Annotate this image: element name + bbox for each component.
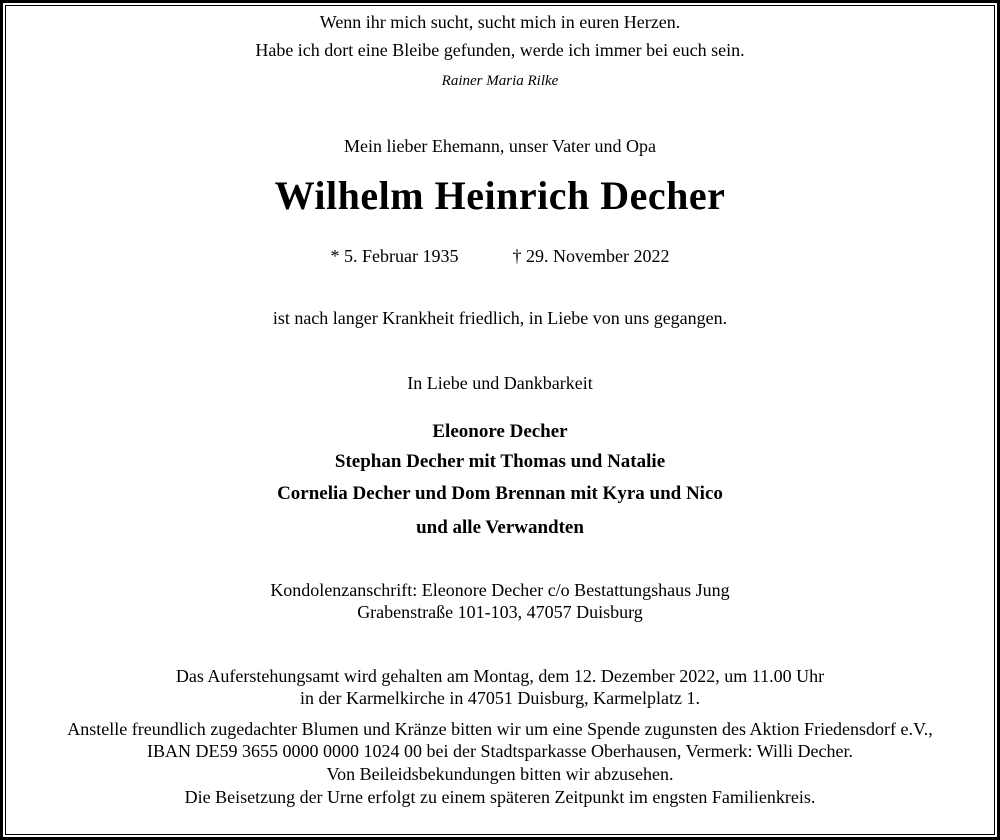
condolence-address: Grabenstraße 101-103, 47057 Duisburg (357, 602, 643, 622)
birth-date: * 5. Februar 1935 (330, 246, 459, 266)
mourner: Eleonore Decher (432, 421, 568, 442)
service-info: Das Auferstehungsamt wird gehalten am Montag, dem 12. Dezember 2022, um 11.00 Uhr (175, 666, 825, 686)
quote-line: Habe ich dort eine Bleibe gefunden, werde ich immer bei euch sein. (255, 40, 745, 60)
closing: In Liebe und Dankbarkeit (407, 373, 593, 393)
inner-border (5, 5, 995, 835)
note-line: IBAN DE59 3655 0000 0000 1024 00 bei der Stadtsparkasse Oberhausen, Vermerk: Willi Decher. (147, 741, 853, 761)
mourner: Stephan Decher mit Thomas und Natalie (334, 451, 666, 472)
quote-author: Rainer Maria Rilke (441, 73, 559, 89)
intro-text: Mein lieber Ehemann, unser Vater und Opa (343, 136, 657, 156)
service-info: in der Karmelkirche in 47051 Duisburg, Karmelplatz 1. (299, 688, 701, 708)
statement: ist nach langer Krankheit friedlich, in Liebe von uns gegangen. (272, 308, 728, 328)
note-line: Die Beisetzung der Urne erfolgt zu einem späteren Zeitpunkt im engsten Familienkreis. (184, 787, 816, 807)
life-dates (0, 245, 1000, 267)
deceased-name: Wilhelm Heinrich Decher (274, 173, 726, 218)
mourner: Cornelia Decher und Dom Brennan mit Kyra und Nico (277, 483, 723, 504)
condolence-address: Kondolenzanschrift: Eleonore Decher c/o Bestattungshaus Jung (270, 580, 730, 600)
mourner: und alle Verwandten (416, 517, 584, 538)
note-line: Anstelle freundlich zugedachter Blumen und Kränze bitten wir um eine Spende zugunsten des Aktion Friedensdorf e.V., (67, 719, 933, 739)
death-date: † 29. November 2022 (512, 246, 670, 266)
note-line: Von Beileidsbekundungen bitten wir abzusehen. (326, 764, 674, 784)
quote-line: Wenn ihr mich sucht, sucht mich in euren Herzen. (319, 12, 681, 32)
